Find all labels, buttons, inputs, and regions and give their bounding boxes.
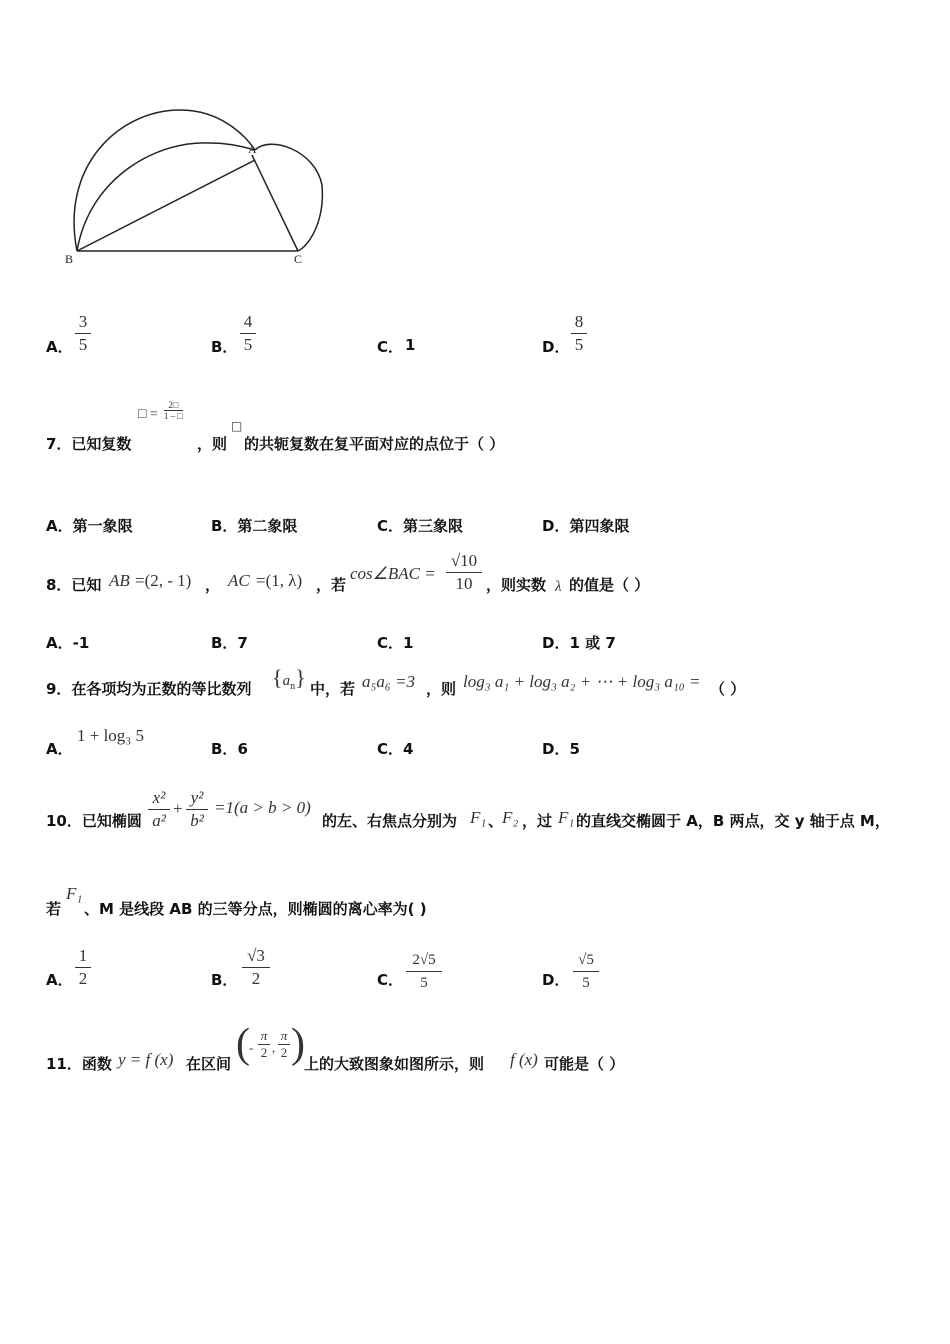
q9-prefix: 9．在各项均为正数的等比数列 (46, 680, 252, 698)
q7-suffix: 的共轭复数在复平面对应的点位于（ ） (244, 435, 505, 453)
q6-option-c-letter: C． (377, 338, 404, 356)
label-a: A (248, 142, 257, 156)
q10-f1c: F₁ (66, 884, 83, 903)
q10-line1-rest: 的左、右焦点分别为 (322, 812, 458, 830)
segment-ba (77, 160, 255, 251)
q10-x-fraction: x² a² (148, 788, 170, 831)
q9-log-expression: log₃ a₁ + log₃ a₂ + ⋯ + log₃ a₁₀ = (463, 672, 701, 691)
q10-option-a-letter: A． (46, 971, 73, 989)
q10-dun: 、 (488, 812, 504, 830)
q7-option-a: A．第一象限 (46, 517, 133, 535)
geometry-figure (60, 105, 335, 270)
label-c: C (294, 252, 303, 266)
q10-plus: + (173, 799, 183, 818)
q9-option-a-value: 1 + log₃ 5 (77, 726, 144, 745)
q8-cos-fraction: √10 10 (446, 551, 482, 594)
q7-middle: ，则 (197, 435, 228, 453)
q10-line2-end: 、M 是线段 AB 的三等分点，则椭圆的离心率为( ) (84, 900, 427, 918)
q6-option-c-value: 1 (405, 336, 416, 354)
q11-fx: f (x) (510, 1050, 538, 1069)
q7-formula-num: 2□ (168, 400, 179, 410)
q10-f1: F₁ (470, 808, 487, 827)
q10-option-d-letter: D． (542, 971, 570, 989)
q8-suffix: 的值是（ ） (569, 576, 650, 594)
q10-option-c-fraction: 2√5 5 (406, 950, 442, 993)
q10-option-a-fraction: 1 2 (75, 946, 91, 989)
q9-sequence: $\{a_n\}$ (272, 665, 306, 692)
q7-var: □ (231, 419, 243, 433)
q8-ruo: ，若 (316, 576, 347, 594)
q9-middle: 中，若 (310, 680, 356, 698)
q8-comma: ， (205, 576, 221, 594)
q11-middle2: 上的大致图象如图所示，则 (304, 1055, 485, 1073)
q9-option-b: B．6 (211, 740, 248, 758)
q8-prefix: 8．已知 (46, 576, 102, 594)
q7-option-c: C．第三象限 (377, 517, 464, 535)
q9-option-c: C．4 (377, 740, 414, 758)
large-arc (74, 110, 255, 251)
q9-option-d: D．5 (542, 740, 580, 758)
q8-option-c: C．1 (377, 634, 414, 652)
q9-suffix: （ ） (710, 680, 746, 698)
q10-guo: ，过 (522, 812, 553, 830)
q8-option-a: A．-1 (46, 634, 90, 652)
small-arc (255, 144, 322, 251)
q10-ruo: 若 (46, 900, 62, 918)
q6-option-b-letter: B． (211, 338, 238, 356)
q8-vector-ac: AC (228, 571, 250, 590)
q8-cos-expr: cos∠BAC = (350, 564, 436, 583)
q10-f1b: F₁ (558, 808, 575, 827)
q6-option-d-fraction: 8 5 (571, 312, 587, 355)
q8-option-d: D．1 或 7 (542, 634, 616, 652)
q10-rhs: =1(a > b > 0) (214, 798, 311, 817)
q9-option-a-letter: A． (46, 740, 73, 758)
medium-arc (77, 143, 255, 251)
q9-then: ，则 (426, 680, 457, 698)
q7-prefix: 7．已知复数 (46, 435, 132, 453)
q6-option-a-fraction: 3 5 (75, 312, 91, 355)
label-b: B (65, 252, 74, 266)
q6-option-a-letter: A． (46, 338, 73, 356)
q11-prefix: 11．函数 (46, 1055, 112, 1073)
q11-function: y = f (x) (118, 1050, 174, 1069)
q10-option-b-letter: B． (211, 971, 238, 989)
q10-option-c-letter: C． (377, 971, 404, 989)
q7-option-d: D．第四象限 (542, 517, 630, 535)
q11-middle: 在区间 (186, 1055, 232, 1073)
q10-option-d-fraction: √5 5 (573, 950, 599, 993)
q10-y-fraction: y² b² (186, 788, 208, 831)
q8-option-b: B．7 (211, 634, 248, 652)
q6-option-d-letter: D． (542, 338, 570, 356)
q7-option-b: B．第二象限 (211, 517, 298, 535)
q8-vector-ab-value: =(2, - 1) (135, 571, 192, 590)
segment-ac (252, 155, 298, 251)
q8-vector-ab: AB (109, 571, 130, 590)
q11-suffix: 可能是（ ） (544, 1055, 625, 1073)
q10-line1-end: 的直线交椭圆于 A，B 两点，交 y 轴于点 M， (576, 812, 890, 830)
q9-condition: a₅a₆ =3 (362, 672, 416, 691)
q6-option-b-fraction: 4 5 (240, 312, 256, 355)
q7-formula-lhs: □ = (138, 407, 158, 423)
q8-middle: ，则实数 (486, 576, 547, 594)
q10-f2: F₂ (502, 808, 519, 827)
q10-option-b-fraction: √3 2 (242, 946, 270, 989)
q10-prefix: 10．已知椭圆 (46, 812, 142, 830)
q7-formula-den: 1 – □ (163, 411, 183, 421)
q8-vector-ac-value: =(1, λ) (256, 571, 303, 590)
q7-formula (138, 400, 183, 421)
q8-lambda: λ (555, 579, 562, 595)
